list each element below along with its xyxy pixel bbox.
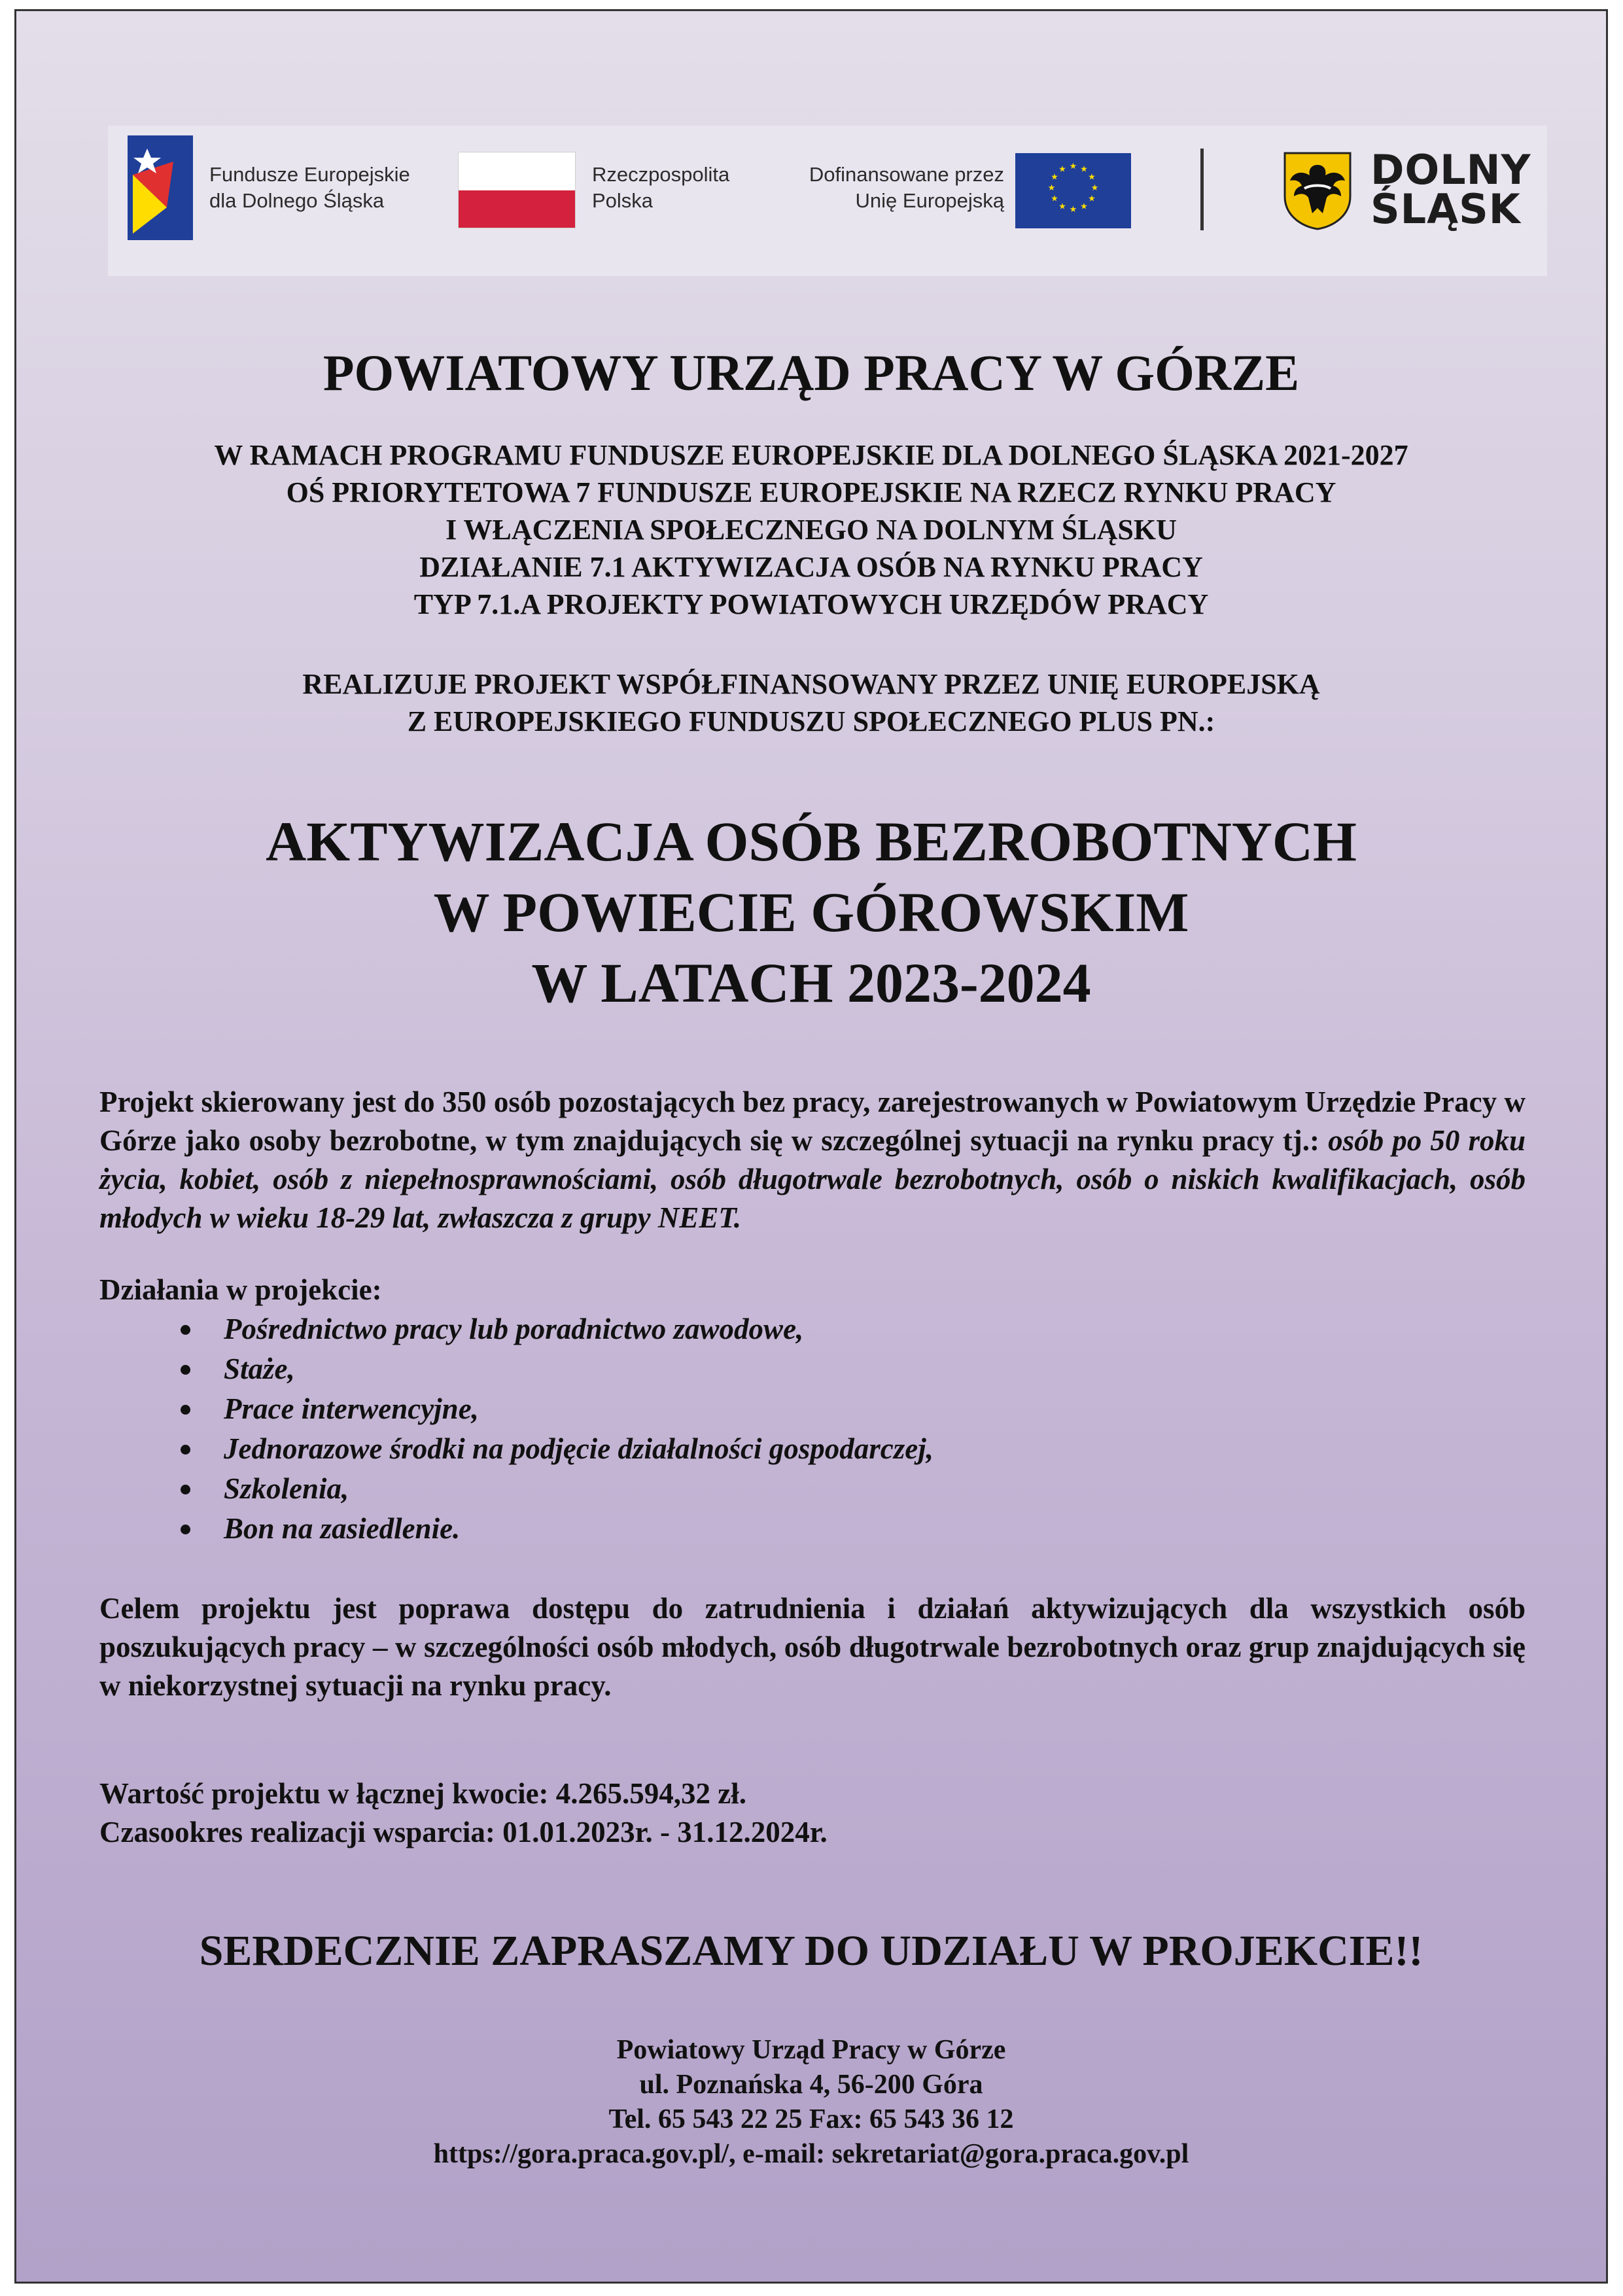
- project-title-line: W POWIECIE GÓROWSKIM: [433, 881, 1189, 944]
- list-item: [178, 1309, 934, 1349]
- svg-text:★: ★: [1069, 205, 1077, 215]
- ue-logo-line2: Unię Europejską: [855, 189, 1004, 212]
- list-item: [178, 1389, 934, 1429]
- project-period: Czasookres realizacji wsparcia: 01.01.2023r. - 31.12.2024r.: [99, 1816, 828, 1848]
- intro-target-groups: osób po 50 roku życia, kobiet, osób z niepełnosprawnościami, osób długotrwale bezrobotnych, osób o niskich kwalifikacjach, osób młodych w wieku 18-29 lat, zwłaszcza z grupy NEET.: [99, 1124, 1526, 1234]
- svg-text:★: ★: [1051, 194, 1058, 204]
- program-line: OŚ PRIORYTETOWA 7 FUNDUSZE EUROPEJSKIE NA RZECZ RYNKU PRACY: [286, 476, 1336, 508]
- program-line: DZIAŁANIE 7.1 AKTYWIZACJA OSÓB NA RYNKU PRACY: [419, 551, 1203, 583]
- ds-logo-line2: ŚLĄSK: [1370, 185, 1521, 233]
- rp-logo-line1: Rzeczpospolita: [592, 163, 730, 186]
- svg-text:★: ★: [1080, 164, 1088, 175]
- program-info: [16, 436, 1606, 623]
- svg-text:★: ★: [1047, 183, 1056, 193]
- invitation-heading: SERDECZNIE ZAPRASZAMY DO UDZIAŁU W PROJEKCIE!!: [199, 1927, 1423, 1975]
- intro-text: Projekt skierowany jest do 350 osób pozostających bez pracy, zarejestrowanych w Powiatowym Urzędzie Pracy w Górze jako osoby bezrobotne, w tym znajdujących się w szczególnej sytuacji na rynku pracy tj.:: [99, 1086, 1526, 1157]
- dolny-slask-logo-text: [1370, 146, 1531, 233]
- contact-web-email: https://gora.praca.gov.pl/, e-mail: sekretariat@gora.praca.gov.pl: [433, 2139, 1189, 2169]
- poster-page: [14, 9, 1608, 2284]
- rp-logo-text: [592, 162, 729, 214]
- list-item: [178, 1509, 934, 1549]
- funding-line: Z EUROPEJSKIEGO FUNDUSZU SPOŁECZNEGO PLUS PN.:: [407, 705, 1215, 737]
- fe-logo-line1: Fundusze Europejskie: [209, 163, 410, 186]
- svg-text:★: ★: [1069, 162, 1077, 171]
- program-line: W RAMACH PROGRAMU FUNDUSZE EUROPEJSKIE DLA DOLNEGO ŚLĄSKA 2021-2027: [214, 439, 1408, 471]
- contact-info: [16, 2033, 1606, 2172]
- logo-divider: [1200, 149, 1204, 230]
- program-line: TYP 7.1.A PROJEKTY POWIATOWYCH URZĘDÓW PRACY: [413, 588, 1209, 620]
- funding-line: REALIZUJE PROJEKT WSPÓŁFINANSOWANY PRZEZ UNIĘ EUROPEJSKĄ: [302, 668, 1320, 700]
- bullet-icon: [181, 1525, 190, 1534]
- polish-flag-icon: [458, 152, 576, 228]
- svg-text:★: ★: [1091, 183, 1099, 193]
- funding-statement: [16, 665, 1606, 740]
- goal-paragraph: Celem projektu jest poprawa dostępu do zatrudnienia i działań aktywizujących dla wszystkich osób poszukujących pracy – w szczególności osób młodych, osób długotrwale bezrobotnych oraz grup znajdujących się w niekorzystnej sytuacji na rynku pracy.: [99, 1592, 1526, 1702]
- bullet-icon: [181, 1445, 190, 1455]
- svg-text:★: ★: [1080, 202, 1088, 212]
- contact-address: ul. Poznańska 4, 56-200 Góra: [639, 2070, 983, 2100]
- intro-paragraph: [99, 1083, 1526, 1237]
- project-title-line: AKTYWIZACJA OSÓB BEZROBOTNYCH: [266, 810, 1357, 873]
- project-title-line: W LATACH 2023-2024: [531, 951, 1091, 1014]
- svg-text:★: ★: [1058, 202, 1066, 212]
- list-item: [178, 1429, 934, 1469]
- program-line: I WŁĄCZENIA SPOŁECZNEGO NA DOLNYM ŚLĄSKU: [445, 514, 1177, 546]
- actions-list: [178, 1309, 934, 1549]
- svg-text:★: ★: [1088, 194, 1096, 204]
- action-text: Bon na zasiedlenie.: [224, 1512, 461, 1545]
- ue-logo-text: [788, 162, 1004, 214]
- bullet-icon: [181, 1325, 190, 1335]
- rp-logo-line2: Polska: [592, 189, 654, 212]
- project-title: [16, 806, 1606, 1018]
- contact-name: Powiatowy Urząd Pracy w Górze: [616, 2035, 1006, 2065]
- project-value-info: [99, 1775, 828, 1852]
- ds-logo-line1: DOLNY: [1370, 146, 1531, 194]
- action-text: Szkolenia,: [224, 1472, 349, 1505]
- ue-logo-line1: Dofinansowane przez: [809, 163, 1004, 186]
- bullet-icon: [181, 1405, 190, 1415]
- bullet-icon: [181, 1365, 190, 1375]
- project-value: Wartość projektu w łącznej kwocie: 4.265.594,32 zł.: [99, 1777, 747, 1810]
- fe-logo-line2: dla Dolnego Śląska: [209, 189, 385, 212]
- fundusze-europejskie-logo-icon: [128, 135, 193, 240]
- eu-flag-icon: [1015, 153, 1131, 228]
- action-text: Pośrednictwo pracy lub poradnictwo zawodowe,: [224, 1313, 804, 1345]
- svg-text:★: ★: [1088, 172, 1096, 183]
- action-text: Jednorazowe środki na podjęcie działalności gospodarczej,: [224, 1432, 934, 1465]
- logo-bar: [108, 126, 1547, 276]
- contact-phone: Tel. 65 543 22 25 Fax: 65 543 36 12: [608, 2104, 1014, 2134]
- page-title: POWIATOWY URZĄD PRACY W GÓRZE: [323, 344, 1300, 401]
- svg-text:★: ★: [1051, 172, 1058, 183]
- action-text: Prace interwencyjne,: [224, 1392, 479, 1425]
- dolny-slask-eagle-crest-icon: [1282, 150, 1353, 230]
- list-item: [178, 1349, 934, 1389]
- svg-text:★: ★: [1058, 164, 1066, 175]
- action-text: Staże,: [224, 1352, 295, 1385]
- bullet-icon: [181, 1485, 190, 1494]
- list-item: [178, 1469, 934, 1509]
- actions-heading: Działania w projekcie:: [99, 1273, 382, 1306]
- fe-logo-text: [209, 162, 410, 214]
